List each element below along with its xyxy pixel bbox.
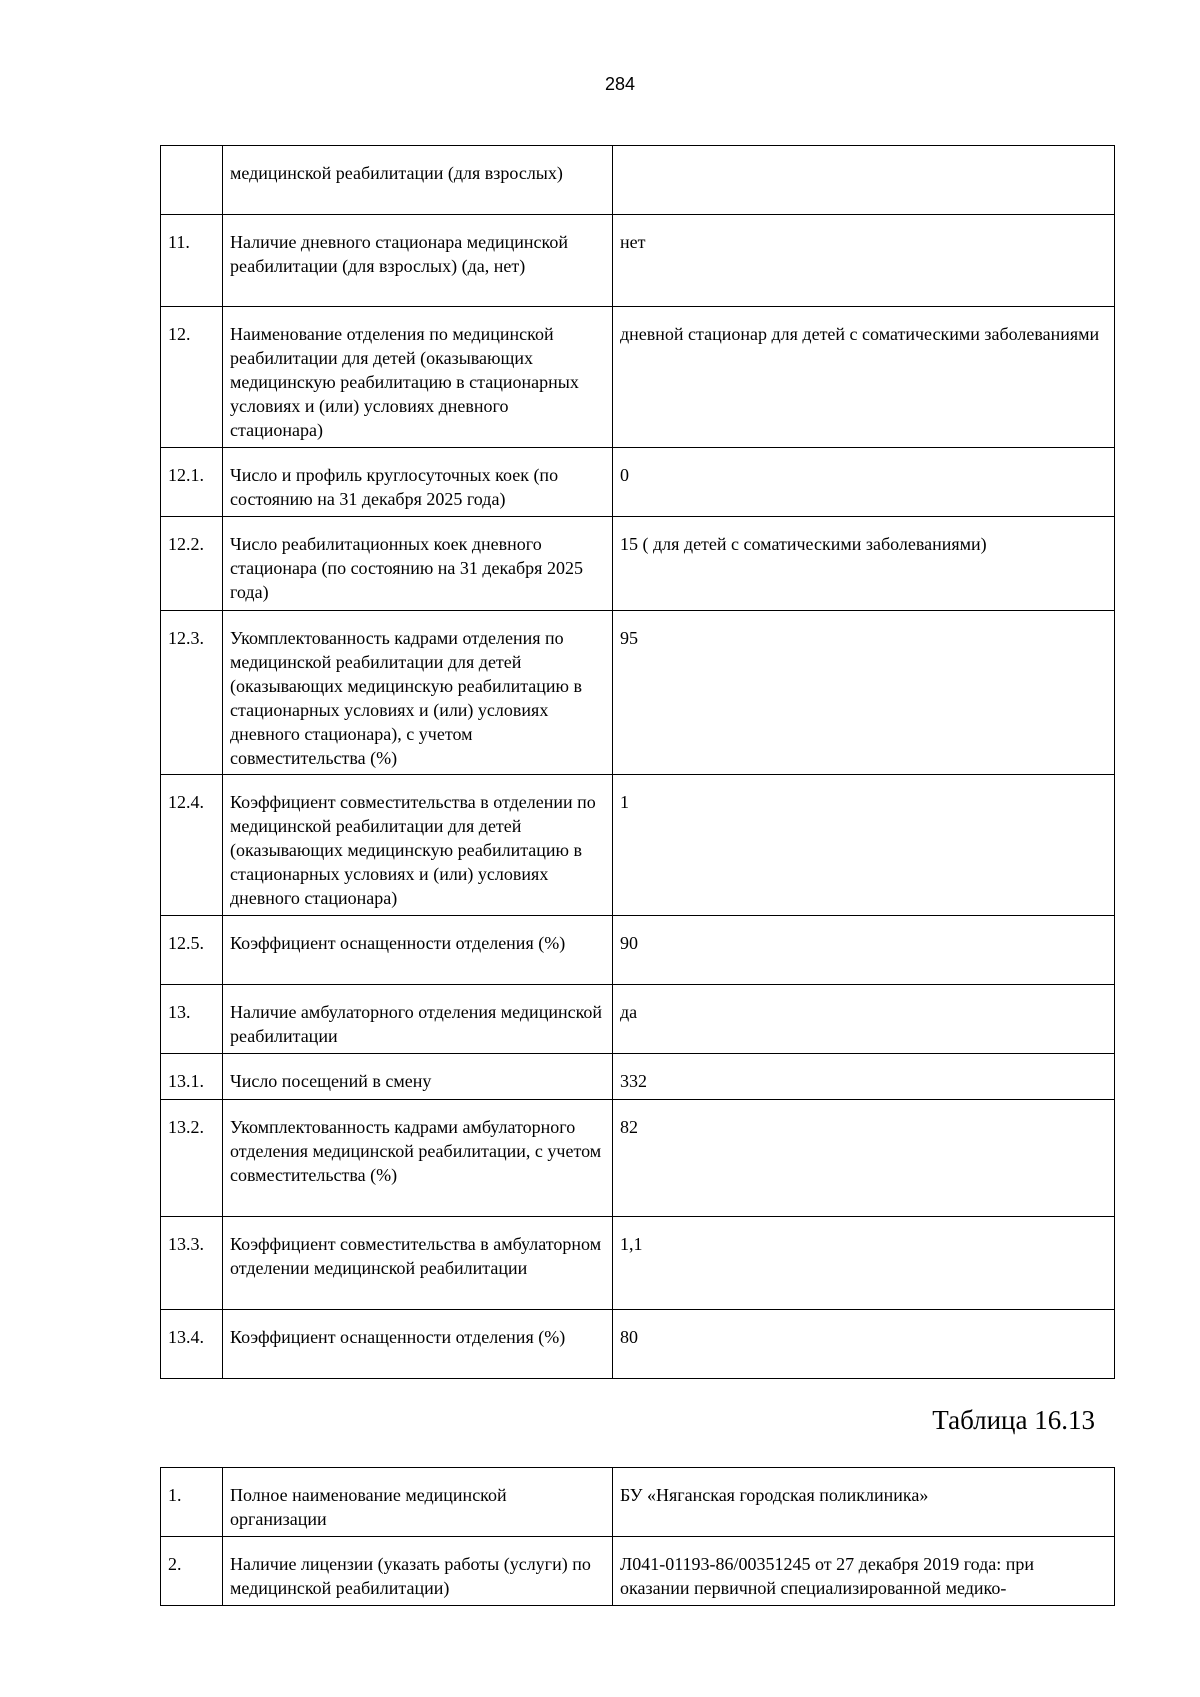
row-value: 1 xyxy=(613,775,1115,916)
row-parameter: Наименование отделения по медицинской реабилитации для детей (оказывающих медицинскую реабилитацию в стационарных условиях и (или) условиях дневного стационара) xyxy=(223,307,613,448)
row-number: 12.1. xyxy=(161,448,223,517)
row-value: да xyxy=(613,985,1115,1054)
table-row xyxy=(161,215,1115,307)
row-number: 13.4. xyxy=(161,1310,223,1379)
row-value: 80 xyxy=(613,1310,1115,1379)
table-row xyxy=(161,775,1115,916)
row-value: 0 xyxy=(613,448,1115,517)
table-row xyxy=(161,517,1115,611)
row-number: 13.2. xyxy=(161,1100,223,1217)
row-value: 1,1 xyxy=(613,1217,1115,1310)
row-value: 90 xyxy=(613,916,1115,985)
row-parameter: Число посещений в смену xyxy=(223,1054,613,1100)
table-row xyxy=(161,1310,1115,1379)
row-value: 82 xyxy=(613,1100,1115,1217)
row-number: 12.5. xyxy=(161,916,223,985)
row-value: 332 xyxy=(613,1054,1115,1100)
table-caption: Таблица 16.13 xyxy=(932,1405,1095,1435)
row-parameter: Коэффициент совместительства в амбулаторном отделении медицинской реабилитации xyxy=(223,1217,613,1310)
row-value: Л041-01193-86/00351245 от 27 декабря 2019 года: при оказании первичной специализированной медико- xyxy=(613,1537,1115,1606)
row-parameter: Полное наименование медицинской организации xyxy=(223,1468,613,1537)
row-value: 95 xyxy=(613,611,1115,775)
row-number: 13.3. xyxy=(161,1217,223,1310)
row-parameter: Укомплектованность кадрами отделения по медицинской реабилитации для детей (оказывающих медицинскую реабилитацию в стационарных условиях и (или) условиях дневного стационара), с учетом совместительства (%) xyxy=(223,611,613,775)
row-number: 12.3. xyxy=(161,611,223,775)
row-value xyxy=(613,146,1115,215)
row-value: нет xyxy=(613,215,1115,307)
row-value: БУ «Няганская городская поликлиника» xyxy=(613,1468,1115,1537)
row-number: 2. xyxy=(161,1537,223,1606)
row-parameter: Коэффициент оснащенности отделения (%) xyxy=(223,1310,613,1379)
row-parameter: Укомплектованность кадрами амбулаторного отделения медицинской реабилитации, с учетом совместительства (%) xyxy=(223,1100,613,1217)
table-row xyxy=(161,1537,1115,1606)
row-value: 15 ( для детей с соматическими заболеваниями) xyxy=(613,517,1115,611)
row-parameter: Коэффициент оснащенности отделения (%) xyxy=(223,916,613,985)
row-number: 1. xyxy=(161,1468,223,1537)
row-number: 13. xyxy=(161,985,223,1054)
table-body xyxy=(161,1468,1115,1606)
table-row xyxy=(161,1217,1115,1310)
table-row xyxy=(161,448,1115,517)
table-row xyxy=(161,1054,1115,1100)
table-row xyxy=(161,1100,1115,1217)
row-number: 11. xyxy=(161,215,223,307)
row-parameter: Наличие амбулаторного отделения медицинской реабилитации xyxy=(223,985,613,1054)
table-row xyxy=(161,1468,1115,1537)
row-parameter: Наличие дневного стационара медицинской реабилитации (для взрослых) (да, нет) xyxy=(223,215,613,307)
row-number xyxy=(161,146,223,215)
organization-info-table xyxy=(160,1467,1115,1606)
rehabilitation-info-table xyxy=(160,145,1115,1379)
table-row xyxy=(161,611,1115,775)
table-row xyxy=(161,916,1115,985)
table-row xyxy=(161,146,1115,215)
table-row xyxy=(161,307,1115,448)
row-number: 12.4. xyxy=(161,775,223,916)
row-parameter: Число и профиль круглосуточных коек (по состоянию на 31 декабря 2025 года) xyxy=(223,448,613,517)
page-number: 284 xyxy=(604,74,636,94)
table-row xyxy=(161,985,1115,1054)
table-body xyxy=(161,146,1115,1379)
row-parameter: Коэффициент совместительства в отделении по медицинской реабилитации для детей (оказывающих медицинскую реабилитацию в стационарных условиях и (или) условиях дневного стационара) xyxy=(223,775,613,916)
row-parameter: медицинской реабилитации (для взрослых) xyxy=(223,146,613,215)
row-parameter: Число реабилитационных коек дневного стационара (по состоянию на 31 декабря 2025 года) xyxy=(223,517,613,611)
row-parameter: Наличие лицензии (указать работы (услуги) по медицинской реабилитации) xyxy=(223,1537,613,1606)
row-number: 12. xyxy=(161,307,223,448)
row-number: 12.2. xyxy=(161,517,223,611)
row-value: дневной стационар для детей с соматическими заболеваниями xyxy=(613,307,1115,448)
row-number: 13.1. xyxy=(161,1054,223,1100)
